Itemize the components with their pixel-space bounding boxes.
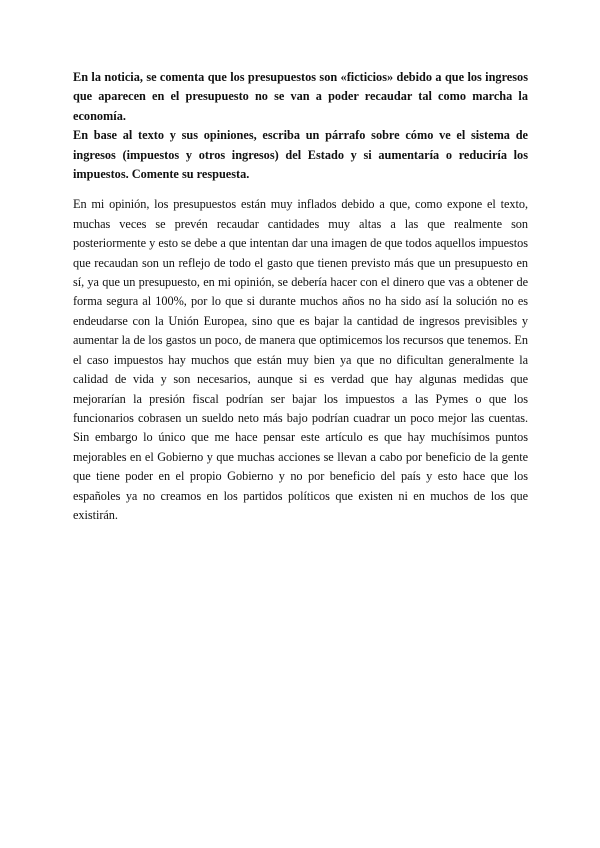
question-block [73,68,528,184]
page-content [73,68,528,525]
question-context: En la noticia, se comenta que los presupuestos son «ficticios» debido a que los ingresos que aparecen en el presupuesto no se van a poder recaudar tal como marcha la economía. [73,70,528,123]
question-instruction: En base al texto y sus opiniones, escriba un párrafo sobre cómo ve el sistema de ingresos (impuestos y otros ingresos) del Estado y si aumentaría o reduciría los impuestos. Comente su respuesta. [73,128,528,182]
answer-paragraph: En mi opinión, los presupuestos están muy inflados debido a que, como expone el texto, muchas veces se prevén recaudar cantidades muy altas a las que realmente son posteriormente y esto se debe a que intentan dar una imagen de que todos aquellos impuestos que recaudan son un reflejo de todo el gasto que tienen previsto más que un presupuesto en sí, ya que un presupuesto, en mi opinión, se debería hacer con el dinero que vas a obtener de forma segura al 100%, por lo que si durante muchos años no ha sido así la solución no es endeudarse con la Unión Europea, sino que es bajar la cantidad de ingresos previsibles y aumentar la de los gastos un poco, de manera que optimicemos los recursos que tenemos. En el caso impuestos hay muchos que están muy bien ya que no dificultan generalmente la calidad de vida y son necesarios, aunque si es verdad que hay algunas medidas que mejorarían la presión fiscal podrían ser bajar los impuestos a las Pymes o que los funcionarios cobrasen un sueldo neto más bajo podrían cuadrar un poco mejor las cuentas. Sin embargo lo único que me hace pensar este artículo es que hay muchísimos puntos mejorables en el Gobierno y que muchas acciones se llevan a cabo por beneficio de la gente que tiene poder en el propio Gobierno y no por beneficio del país y esto hace que los españoles ya no creamos en los partidos políticos que existen ni en muchos de los que existirán. [73,197,528,522]
answer-block [73,195,528,525]
